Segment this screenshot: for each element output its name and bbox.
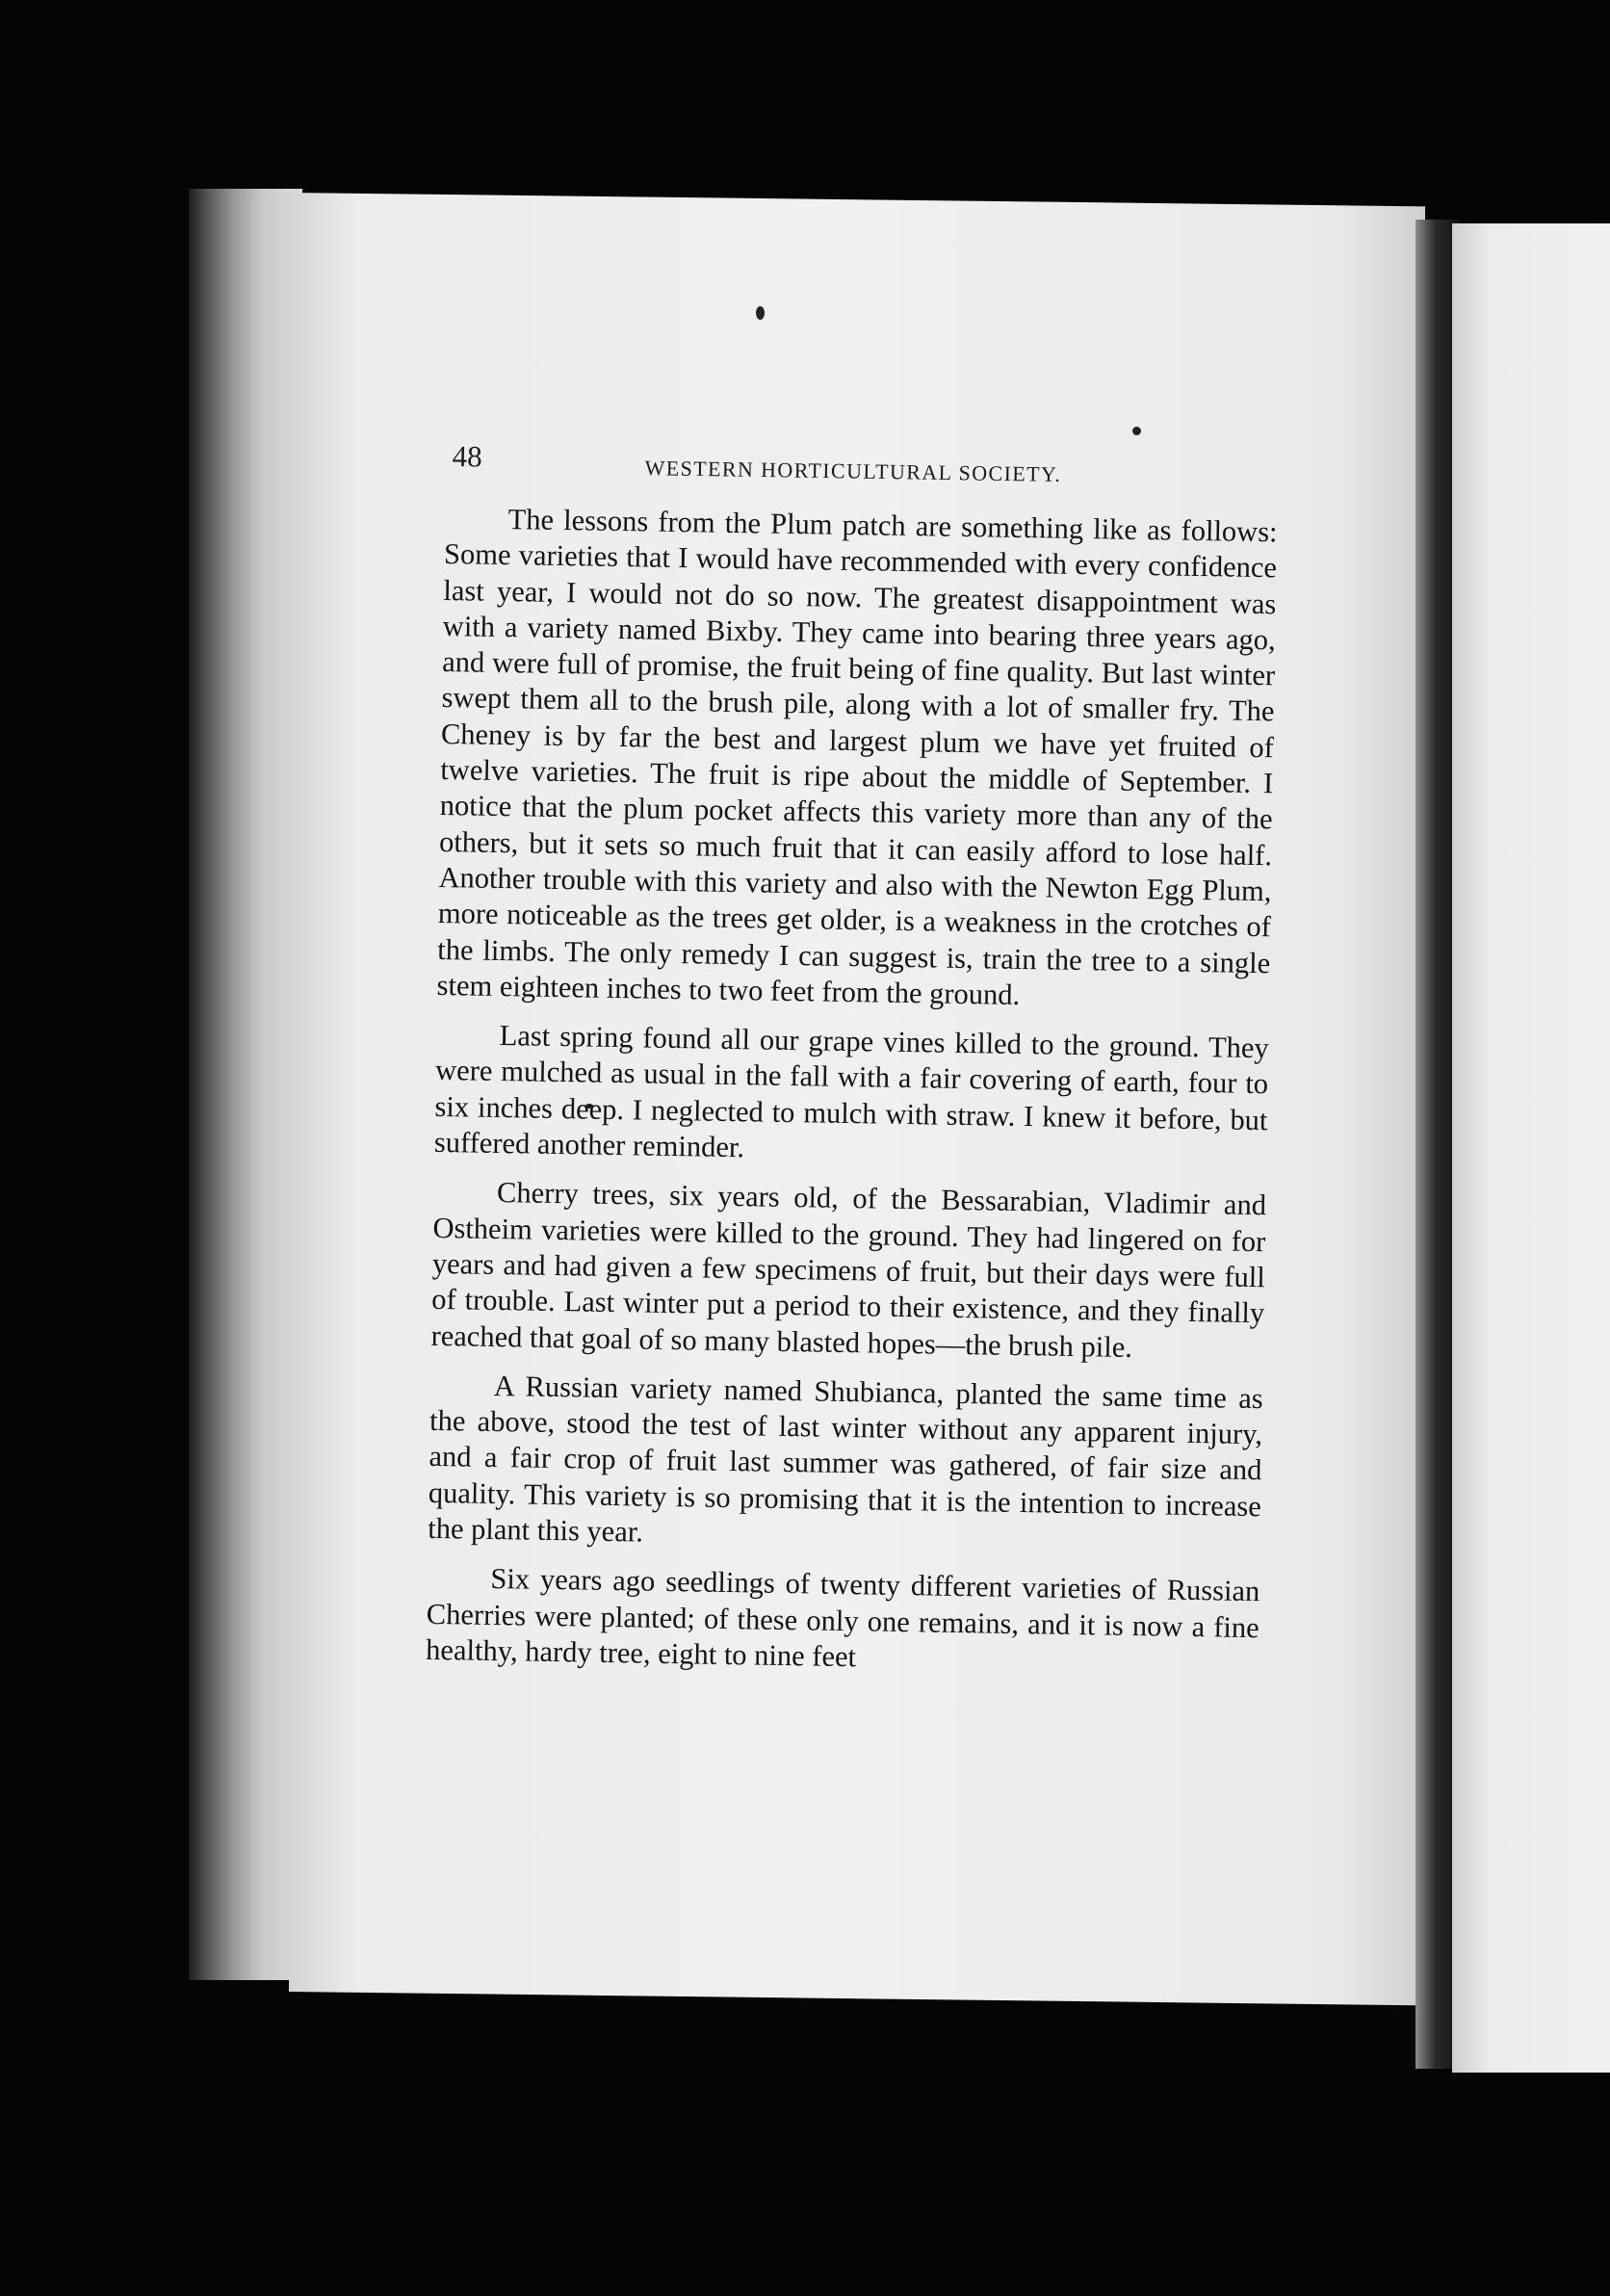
page-number: 48 xyxy=(452,439,482,474)
right-page-edge xyxy=(1452,223,1610,2073)
paragraph-cherry-trees: Cherry trees, six years old, of the Bessarabian, Vladimir and Ostheim varieties were killed to the ground. They had lingered on for years and had given a few specimens of fruit, but their days were full of trouble. Last winter put a period to their existence, and they finally reached that goal of so many blasted hopes—the brush pile. xyxy=(430,1176,1267,1364)
book-edge xyxy=(189,189,302,1980)
paragraph-grape-vines: Last spring found all our grape vines killed to the ground. They were mulched as usual in the fall with a fair covering of earth, four to six inches deep. I neglected to mulch with straw. I knew it before, but suffered another reminder. xyxy=(433,1019,1269,1164)
paragraph-russian-cherries: Six years ago seedlings of twenty different varieties of Russian Cherries were planted; of these only one remains, and it is now a fine healthy, hardy tree, eight to nine feet xyxy=(425,1562,1260,1674)
paragraph-plum-patch: The lessons from the Plum patch are something like as follows: Some varieties that I would have recommended with every confidence last year, I would not do so now. The greatest disappointment was with a variety named Bixby. They came into bearing three years ago, and were full of promise, the fruit being of fine quality. But last winter swept them all to the brush pile, along with a lot of smaller fry. The Cheney is by far the best and largest plum we have yet fruited of twelve varieties. The fruit is ripe about the middle of September. I notice that the plum pocket affects this variety more than any of the others, but it sets so much fruit that it can easily afford to lose half. Another trouble with this variety and also with the Newton Egg Plum, more noticeable as the trees get older, is a weakness in the crotches of the limbs. The only remedy I can suggest is, train the tree to a single stem eighteen inches to two feet from the ground. xyxy=(436,503,1278,1011)
running-title: WESTERN HORTICULTURAL SOCIETY. xyxy=(644,456,1062,486)
paragraph-shubianca: A Russian variety named Shubianca, planted the same time as the above, stood the test of last winter without any apparent injury, and a fair crop of fruit last summer was gathered, of fair size and quality. This variety is so promising that it is the intention to increase the plant this year. xyxy=(428,1369,1263,1549)
ink-speck xyxy=(1132,427,1141,435)
page-body xyxy=(426,501,1278,1682)
page-header xyxy=(452,439,1136,508)
ink-speck xyxy=(756,306,765,320)
